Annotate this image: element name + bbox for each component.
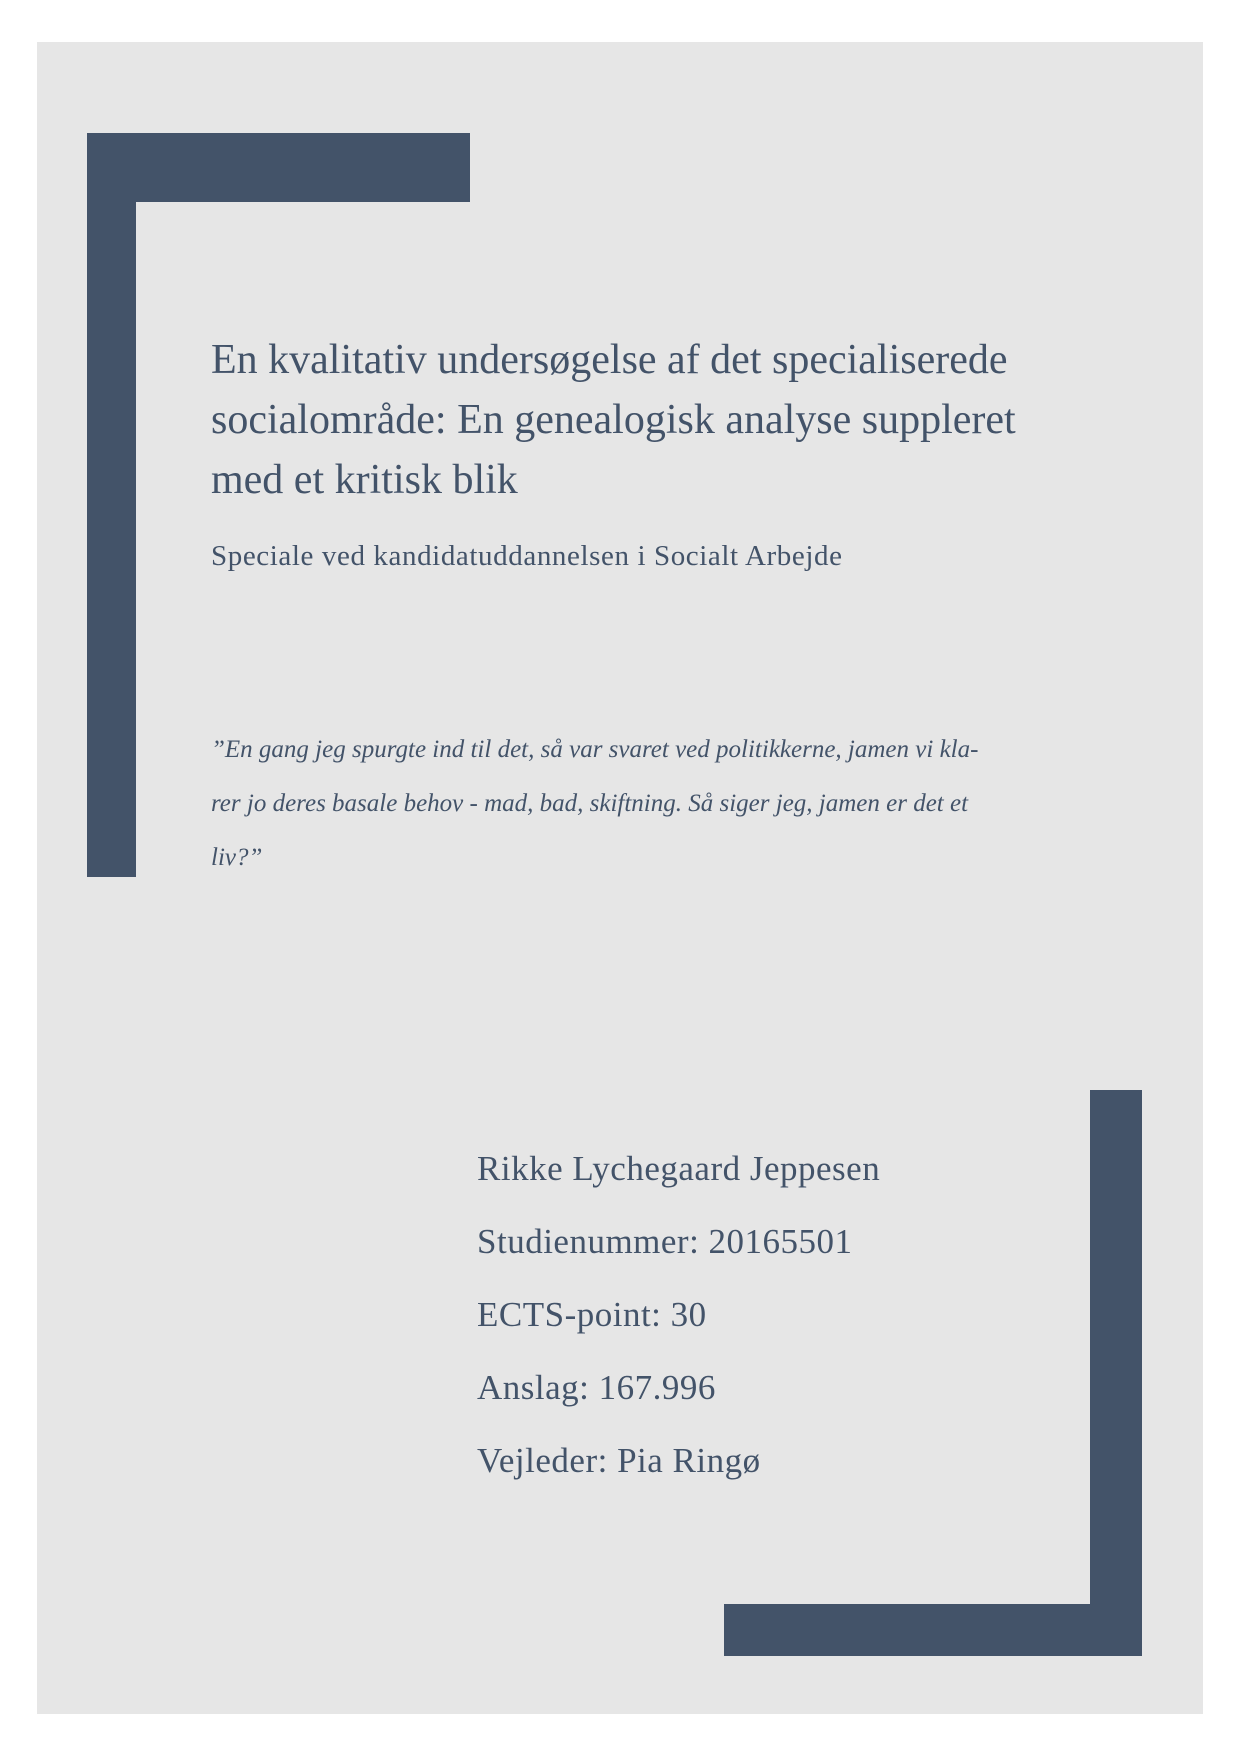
- quote-line: liv?”: [211, 844, 263, 871]
- keystroke-count: Anslag: 167.996: [477, 1368, 716, 1407]
- author-info: [477, 1147, 880, 1512]
- quote-line: ”En gang jeg spurgte ind til det, så var svaret ved politikkerne, jamen vi kla-: [211, 736, 979, 763]
- bottom-right-bracket-vertical: [1090, 1090, 1142, 1656]
- author-name: Rikke Lychegaard Jeppesen: [477, 1149, 881, 1188]
- quote-line: rer jo deres basale behov - mad, bad, skiftning. Så siger jeg, jamen er det et: [211, 790, 969, 817]
- title-line: socialområde: En genealogisk analyse suppleret: [211, 397, 1016, 443]
- document-title: [211, 330, 1171, 510]
- document-subtitle: Speciale ved kandidatuddannelsen i Socialt Arbejde: [211, 540, 843, 572]
- epigraph-quote: [211, 723, 1111, 885]
- top-left-bracket-vertical: [87, 133, 136, 877]
- title-line: En kvalitativ undersøgelse af det specialiserede: [211, 337, 1008, 383]
- title-line: med et kritisk blik: [211, 457, 518, 503]
- bottom-right-bracket-horizontal: [724, 1604, 1142, 1656]
- student-number: Studienummer: 20165501: [477, 1222, 853, 1261]
- top-left-bracket-horizontal: [87, 133, 470, 202]
- ects-points: ECTS-point: 30: [477, 1295, 707, 1334]
- supervisor: Vejleder: Pia Ringø: [477, 1441, 761, 1480]
